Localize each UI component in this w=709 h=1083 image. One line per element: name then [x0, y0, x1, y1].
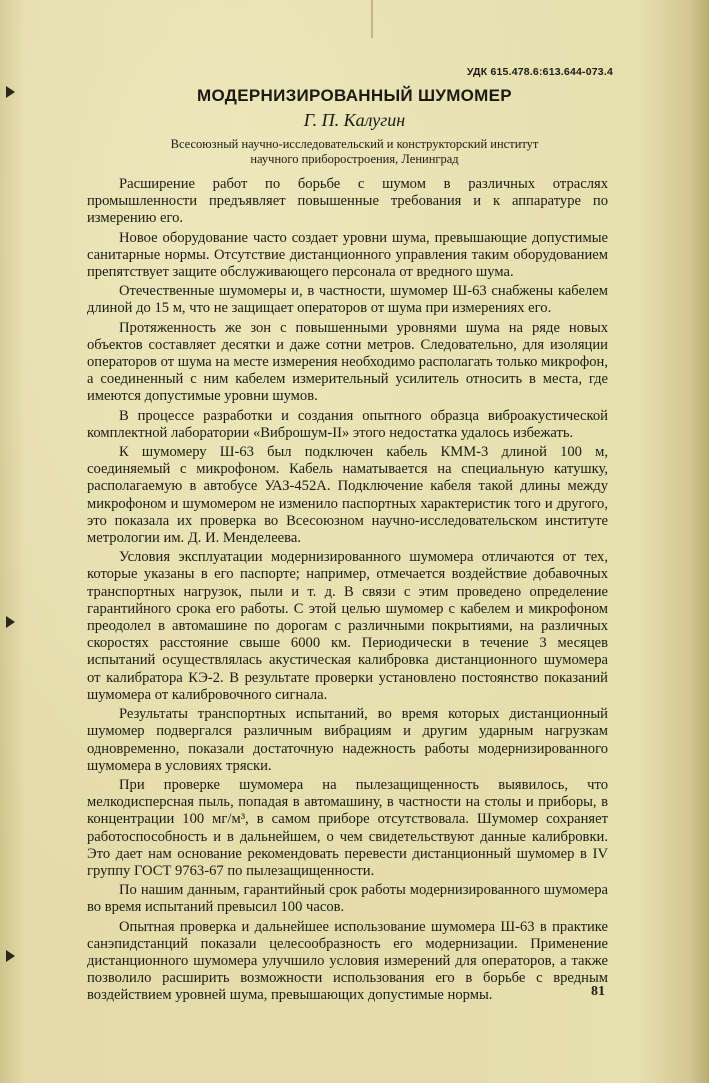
- paragraph: Условия эксплуатации модернизированного шумомера отличаются от тех, которые указаны в его паспорте; например, отмечается воздействие добавочных транспортных нагрузок, пыли и т. д. В связи с этим проведено определение гарантийного срока его работы. С этой целью шумомер с кабелем и микрофоном преодолел в автомашине по дорогам с различными покрытиями, на различных скоростях расстояние свыше 6000 км. Периодически в течение 3 месяцев испытаний осуществлялась акустическая калибровка дистанционного шумомера от калибратора КЭ-2. В результате проверки установлено постоянство показаний шумомера от калибровочного сигнала.: [87, 549, 608, 703]
- article-author: Г. П. Калугин: [303, 110, 406, 130]
- paper-fold-mark: [371, 0, 373, 38]
- paragraph: В процессе разработки и создания опытного образца виброакустической комплектной лаборатории «Виброшум-II» этого недостатка удалось избежать.: [87, 407, 608, 441]
- paragraph: Отечественные шумомеры и, в частности, шумомер Ш-63 снабжены кабелем длиной до 15 м, что не защищает операторов от шума при измерениях его.: [87, 283, 608, 317]
- page-number: 81: [591, 984, 605, 999]
- paragraph: По нашим данным, гарантийный срок работы модернизированного шумомера во время испытаний превысил 100 часов.: [87, 882, 608, 916]
- author-affiliation: [0, 137, 709, 167]
- paragraph: Новое оборудование часто создает уровни шума, превышающие допустимые санитарные нормы. Отсутствие дистанционного управления таким оборудованием препятствует защите обслуживающего персонала от вредного шума.: [87, 229, 608, 281]
- article-body: [87, 176, 608, 1007]
- paragraph: К шумомеру Ш-63 был подключен кабель КММ-3 длиной 100 м, соединяемый с микрофоном. Кабель наматывается на специальную катушку, располагаемую в автобусе УАЗ-452А. Подключение кабеля такой длины между микрофоном и шумомером не изменило паспортных характеристик того и другого, это показала их проверка во Всесоюзном научно-исследовательском институте метрологии им. Д. И. Менделеева.: [87, 444, 608, 547]
- article-title: МОДЕРНИЗИРОВАННЫЙ ШУМОМЕР: [197, 86, 512, 105]
- paragraph: При проверке шумомера на пылезащищенность выявилось, что мелкодисперсная пыль, попадая в автомашину, в частности на столы и приборы, в концентрации 100 мг/м³, в самом приборе отсутствовала. Шумомер сохраняет работоспособность и в дальнейшем, о чем свидетельствуют данные калибровки. Это дает нам основание рекомендовать перевести дистанционный шумомер в IV группу ГОСТ 9763-67 по пылезащищенности.: [87, 776, 608, 879]
- affiliation-line: научного приборостроения, Ленинград: [250, 152, 459, 166]
- margin-arrow-icon: [6, 616, 15, 628]
- paragraph: Протяженность же зон с повышенными уровнями шума на ряде новых объектов составляет десятки и даже сотни метров. Следовательно, для изоляции операторов от шума на месте измерения необходимо располагать только микрофон, а соединенный с ним кабелем измерительный усилитель относить в места, где имеются допустимые уровни шумов.: [87, 319, 608, 405]
- paragraph: Расширение работ по борьбе с шумом в различных отраслях промышленности предъявляет повышенные требования и к аппаратуре по измерению его.: [87, 176, 608, 227]
- paragraph: Результаты транспортных испытаний, во время которых дистанционный шумомер подвергался различным вибрациям и другим ударным нагрузкам одновременно, показали достаточную надежность работы модернизированного шумомера в условиях тряски.: [87, 706, 608, 774]
- paragraph: Опытная проверка и дальнейшее использование шумомера Ш-63 в практике санэпидстанций показали целесообразность его модернизации. Применение дистанционного шумомера улучшило условия измерений для операторов, а также позволило расширить возможности использования его в борьбе с вредным воздействием уровней шума, превышающих допустимые нормы.: [87, 918, 608, 1004]
- affiliation-line: Всесоюзный научно-исследовательский и конструкторский институт: [170, 137, 539, 151]
- udc-code: УДК 615.478.6:613.644-073.4: [466, 66, 613, 78]
- margin-arrow-icon: [6, 950, 15, 962]
